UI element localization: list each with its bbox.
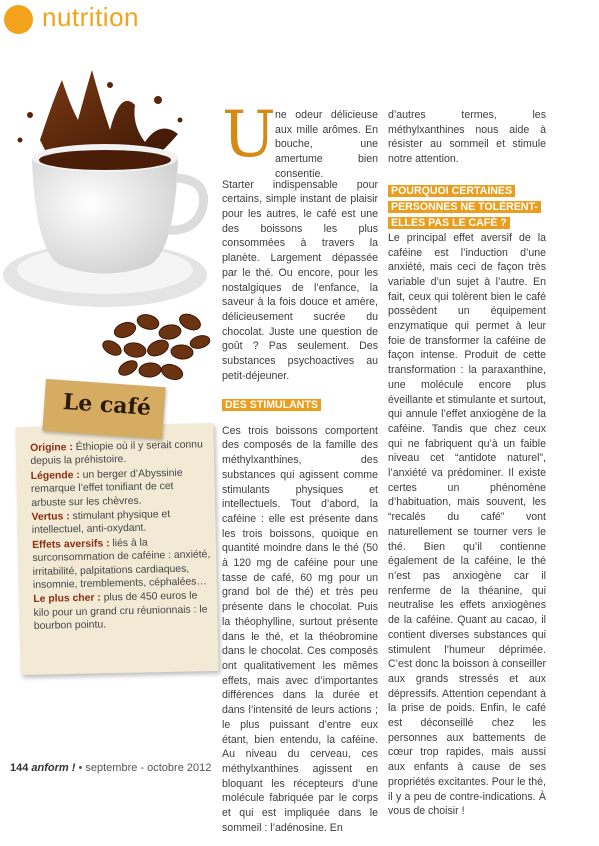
article-col2-top: d’autres termes, les méthylxanthines nous aide à résister au sommeil et stimule notre attention. <box>388 109 546 166</box>
section-heading-stimulants: DES STIMULANTS <box>222 398 378 413</box>
magazine-name: anform ! <box>31 762 76 774</box>
section-heading-tolerance: POURQUOI CERTAINES PERSONNES NE TOLÈRENT- ELLES PAS LE CAFÉ ? <box>388 183 546 231</box>
article-column-2 <box>388 108 546 819</box>
article-column-1 <box>222 167 378 846</box>
note-entry-origine: Origine : Éthiopie où il y serait connu depuis la préhistoire. <box>30 439 203 468</box>
page-footer <box>10 762 211 774</box>
article-intro: Starter indispensable pour certains, simple instant de plaisir pour les autres, le café est une des boissons les plus consommées à travers la planète. Largement dépassée par le thé. Ou encore, pour les nostalgiques de l’enfance, la saveur à la fois douce et amère, délicieusement sucrée du chocolat. Juste une question de goût ? Pas seulement. Des substances psychoactives au petit-déjeuner. <box>222 178 378 382</box>
drop-cap: U <box>222 98 276 172</box>
note-entry-vertus: Vertus : stimulant physique et intellectuel, anti-oxydant. <box>31 509 171 537</box>
note-entry-prix: Le plus cher : plus de 450 euros le kilo pour un grand cru réunionnais : le bourbon pointu. <box>33 591 208 633</box>
note-tag-title: Le café <box>62 388 152 422</box>
page-number: 144 <box>10 762 29 774</box>
article-lead: ne odeur délicieuse aux mille arômes. En bouche, une amertume bien consentie. <box>275 109 378 180</box>
article-body-stimulants: Ces trois boissons comportent des composés de la famille des méthylxanthines, des substances qui agissent comme stimulants physiques et intellectuels. Tout d’abord, la caféine : elle est présente dans les trois boissons, quoique en quantité moindre dans le thé (50 à 120 mg de caféine pour une tasse de café, 60 mg pour un grand bol de thé) et très peu présente dans le chocolat. Puis la théophylline, surtout présente dans le thé, et la théobromine dans le chocolat. Ces composés ont qualitativement les mêmes effets, mais avec d’importantes différences dans la durée et dans l’intensité de leurs actions ; le plus puissant d’entre eux étant, bien entendu, la caféine. Au niveau du cerveau, ces méthylxanthines agissent en bloquant les récepteurs d’une molécule fabriquée par le corps et qui est impliquée dans le sommeil : l’adénosine. En <box>222 424 378 834</box>
section-title: nutrition <box>42 2 139 32</box>
note-body <box>30 438 212 634</box>
note-entry-effets: Effets aversifs : liés à la surconsommation de caféine : anxiété, irritabilité, palpitations cardiaques, insomnie, tremblements, céphalées… <box>32 537 211 592</box>
note-entry-legende: Légende : un berger d’Abyssinie remarque l’effet tonifiant de cet arbuste sur les chèvres. <box>30 467 183 509</box>
section-dot <box>4 5 33 34</box>
coffee-cup-photo <box>0 60 215 390</box>
issue-date: • septembre - octobre 2012 <box>75 762 212 774</box>
article-body-tolerance: Le principal effet aversif de la caféine est l’induction d’une anxiété, mais ceci de façon très variable d’un sujet à l’autre. En fait, ceux qui tolèrent bien le café possèdent un équipement enzymatique qui permet à leur foie de transformer la caféine de façon intense. Produit de cette transformation : la paraxanthine, une molécule encore plus éveillante et stimulante et surtout, qui annule l’effet anxiogène de la caféine. Tandis que chez ceux qui ne fabriquent qu’à un faible niveau cet “antidote naturel”, l’anxiété va prédominer. Il existe certes un phénomène d’habituation, mais souvent, les “recalés du café” vont naturellement se tourner vers le thé. Bien qu’il contienne également de la caféine, le thé n’est pas anxiogène car il renferme de la théanine, qui neutralise les effets anxiogènes de la caféine. Quant au cacao, il contient diverses substances qui stimulent l’humeur déprimée. C’est donc la boisson à conseiller aux grands stressés et aux dépressifs. Attention cependant à la prise de poids. Enfin, le café est déconseillé chez les personnes aux battements de cœur trop rapides, mais aussi aux enfants à cause de ses propriétés excitantes. Pour le thé, il y a peu de contre-indications. À vous de choisir ! <box>388 231 546 818</box>
